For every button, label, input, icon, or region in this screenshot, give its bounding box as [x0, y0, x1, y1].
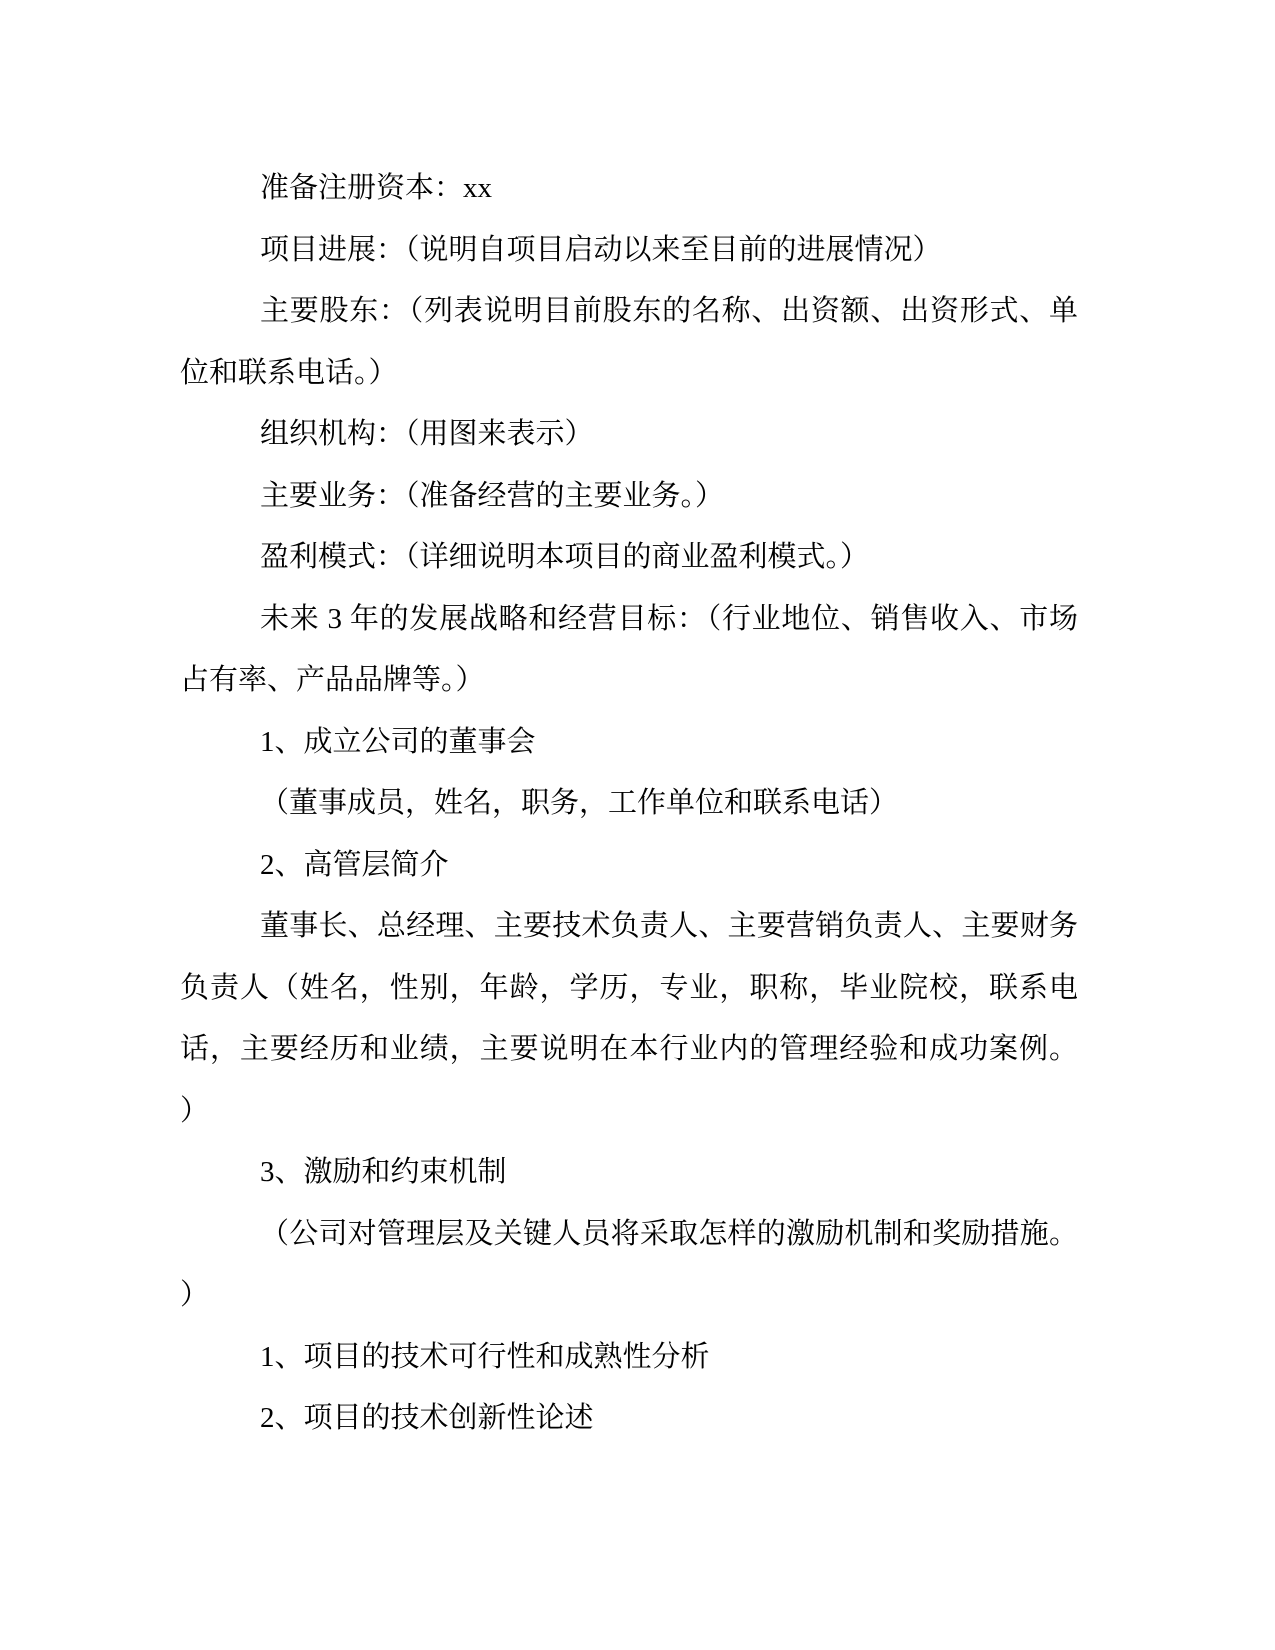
document-text-body	[180, 158, 1078, 1450]
text-line: 占有率、产品品牌等。）	[180, 664, 485, 696]
text-line: 盈利模式：（详细说明本项目的商业盈利模式。）	[260, 541, 870, 573]
text-line: 1、项目的技术可行性和成熟性分析	[260, 1340, 710, 1373]
text-line: ）	[180, 1279, 210, 1311]
text-line: 位和联系电话。）	[180, 356, 398, 389]
text-line: 主要业务：（准备经营的主要业务。）	[260, 479, 725, 512]
text-line: 组织机构：（用图来表示）	[260, 418, 594, 450]
text-line: 项目进展：（说明自项目启动以来至目前的进展情况）	[260, 233, 942, 266]
text-line: 负责人（姓名，性别，年龄，学历，专业，职称，毕业院校，联系电	[180, 971, 1078, 1004]
text-line: 准备注册资本：xx	[260, 172, 493, 204]
text-line: 3、激励和约束机制	[260, 1156, 507, 1188]
text-line: （公司对管理层及关键人员将采取怎样的激励机制和奖励措施。	[260, 1217, 1078, 1250]
text-line: （董事成员，姓名，职务，工作单位和联系电话）	[260, 787, 899, 819]
text-line: 1、成立公司的董事会	[260, 725, 536, 758]
text-line: 话，主要经历和业绩，主要说明在本行业内的管理经验和成功案例。	[180, 1033, 1078, 1065]
text-line: 2、高管层简介	[260, 848, 449, 881]
text-line: 2、项目的技术创新性论述	[260, 1402, 594, 1434]
text-line: 未来 3 年的发展战略和经营目标：（行业地位、销售收入、市场	[260, 602, 1078, 635]
text-line: ）	[180, 1094, 210, 1127]
text-line: 董事长、总经理、主要技术负责人、主要营销负责人、主要财务	[260, 910, 1078, 942]
text-line: 主要股东：（列表说明目前股东的名称、出资额、出资形式、单	[260, 295, 1078, 327]
